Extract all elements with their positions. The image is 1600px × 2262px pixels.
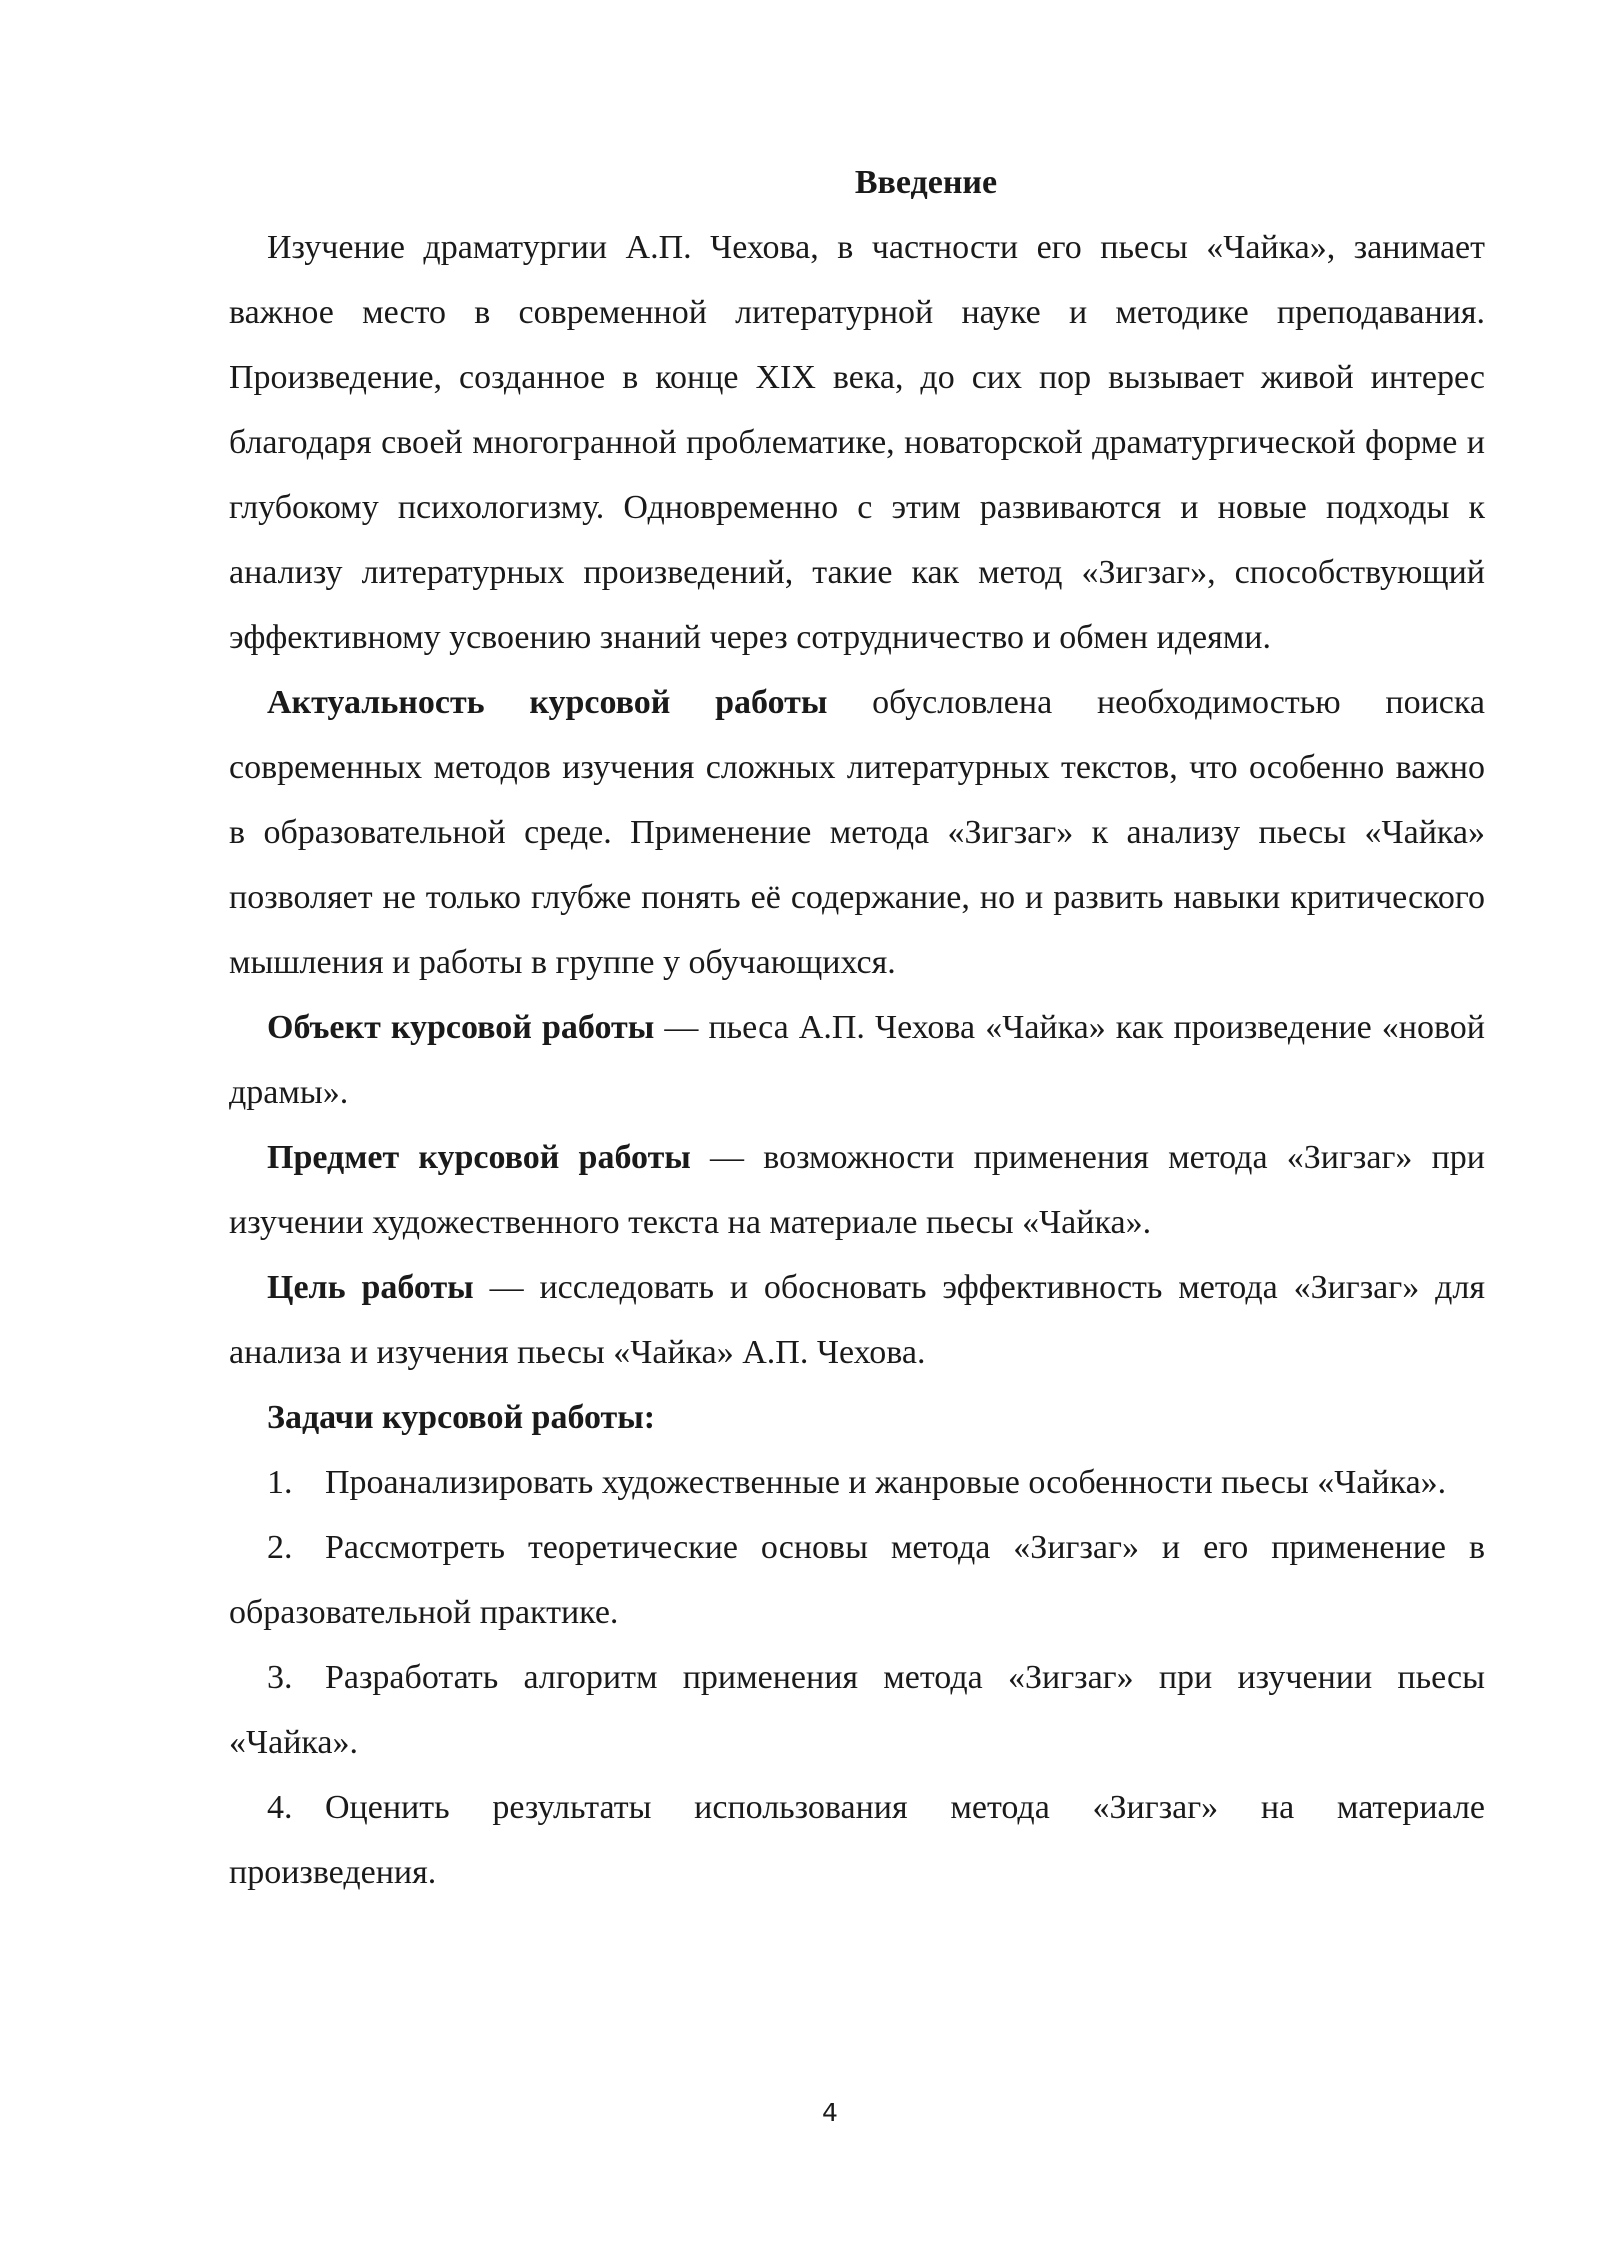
task-number: 3. [267,1659,293,1696]
tasks-heading-label: Задачи курсовой работы: [267,1399,656,1436]
task-text: Разработать алгоритм применения метода «Зигзаг» при изучении пьесы «Чайка». [229,1659,1485,1761]
task-number: 1. [267,1464,293,1501]
object-text: — пьеса А.П. Чехова «Чайка» как произведение «новой драмы». [229,1009,1486,1111]
task-number: 4. [267,1789,293,1826]
task-item [229,1775,1485,1905]
task-text: Рассмотреть теоретические основы метода «Зигзаг» и его применение в образовательной практике. [229,1529,1485,1631]
document-body [229,150,1485,1905]
intro-paragraph: Изучение драматургии А.П. Чехова, в частности его пьесы «Чайка», занимает важное место в современной литературной науке и методике преподавания. Произведение, созданное в конце XIX века, до сих пор вызывает живой интерес благодаря своей многогранной проблематике, новаторской драматургической форме и глубокому психологизму. Одновременно с этим развиваются и новые подходы к анализу литературных произведений, такие как метод «Зигзаг», способствующий эффективному усвоению знаний через сотрудничество и обмен идеями. [229,229,1485,656]
task-text: Проанализировать художественные и жанровые особенности пьесы «Чайка». [325,1464,1447,1501]
subject-label: Предмет курсовой работы [267,1139,691,1176]
relevance-paragraph [229,670,1485,995]
task-number: 2. [267,1529,293,1566]
task-item [229,1515,1485,1645]
task-item [229,1450,1485,1515]
relevance-label: Актуальность курсовой работы [267,684,828,721]
task-item [229,1645,1485,1775]
goal-text: — исследовать и обосновать эффективность метода «Зигзаг» для анализа и изучения пьесы «Чайка» А.П. Чехова. [229,1269,1485,1371]
object-label: Объект курсовой работы [267,1009,655,1046]
task-text: Оценить результаты использования метода «Зигзаг» на материале произведения. [229,1789,1485,1891]
tasks-heading [229,1385,1485,1450]
goal-label: Цель работы [267,1269,474,1306]
object-paragraph [229,995,1485,1125]
section-title: Введение [854,164,998,201]
page-number: 4 [822,2098,838,2127]
subject-paragraph [229,1125,1485,1255]
subject-text: — возможности применения метода «Зигзаг» при изучении художественного текста на материале пьесы «Чайка». [229,1139,1486,1241]
goal-paragraph [229,1255,1485,1385]
relevance-text: обусловлена необходимостью поиска современных методов изучения сложных литературных текстов, что особенно важно в образовательной среде. Применение метода «Зигзаг» к анализу пьесы «Чайка» позволяет не только глубже понять её содержание, но и развить навыки критического мышления и работы в группе у обучающихся. [229,684,1485,981]
